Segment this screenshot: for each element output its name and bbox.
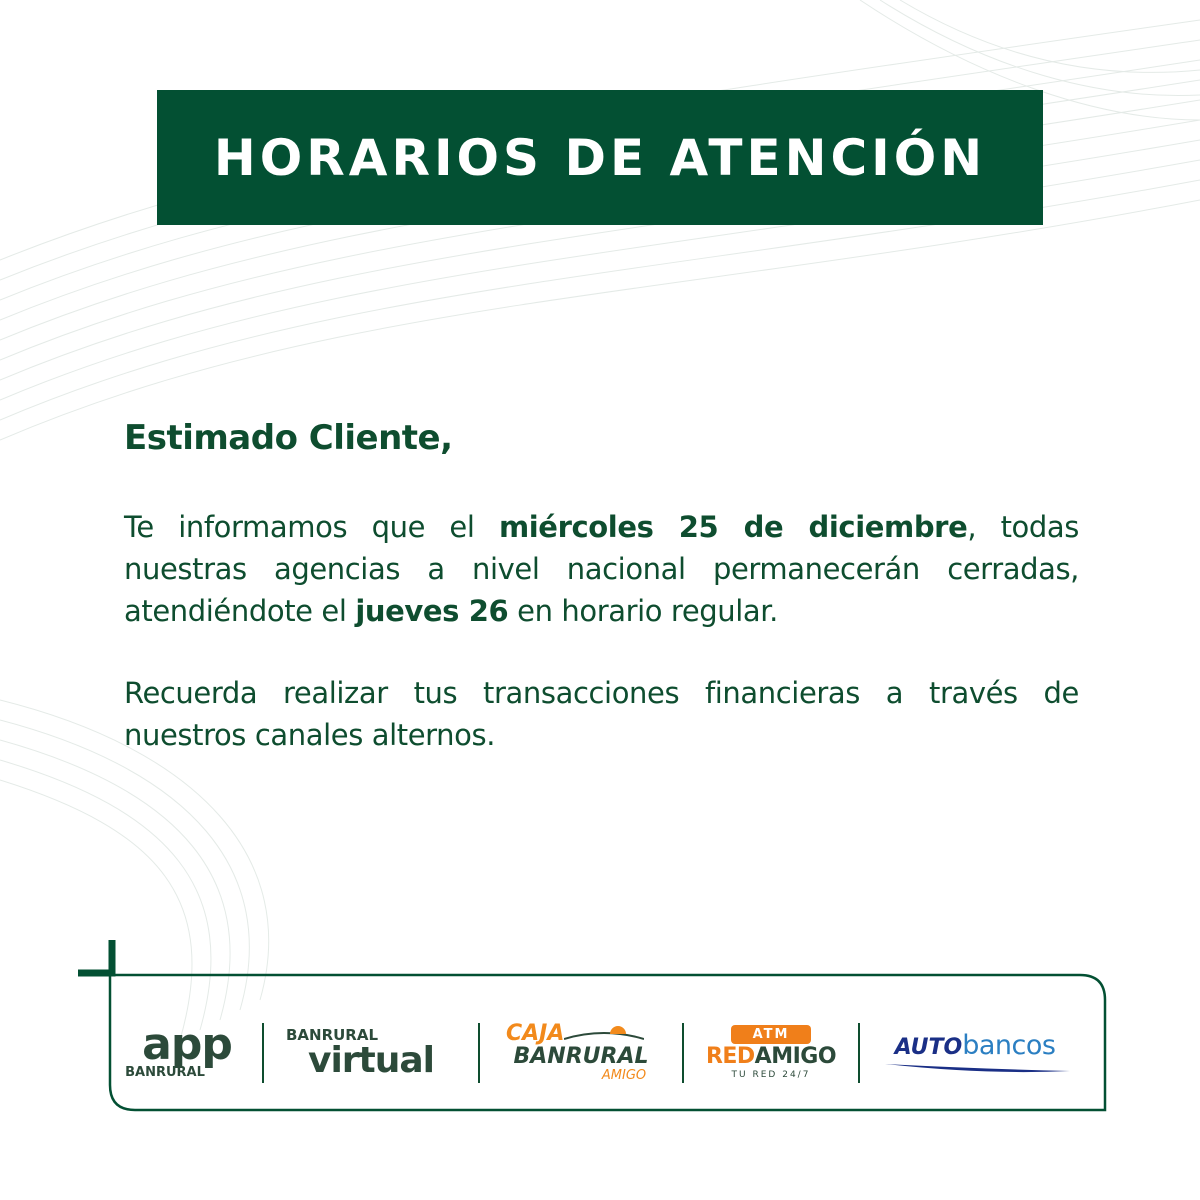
page-title: HORARIOS DE ATENCIÓN (213, 128, 987, 187)
app-logo-sub: BANRURAL (125, 1065, 205, 1080)
caja-banrural-logo (480, 1023, 682, 1082)
channels-logos (112, 1005, 1102, 1100)
autobancos-logo (860, 1030, 1090, 1075)
caja-logo-sub: AMIGO (601, 1068, 647, 1083)
atm-logo-amigo: AMIGO (754, 1044, 837, 1069)
virtual-logo-main: virtual (307, 1039, 435, 1081)
caja-logo-top: CAJA (506, 1021, 565, 1046)
closure-text-2: , todas nuestras agencias a nivel nacional permanecerán cerradas, atendiéndote el (124, 510, 1079, 628)
app-banrural-logo (112, 1019, 262, 1080)
closure-text-3: en horario regular. (508, 594, 778, 628)
closure-text-1: Te informamos que el (124, 510, 499, 544)
banrural-virtual-logo (264, 1027, 478, 1079)
reopen-date: jueves 26 (355, 594, 509, 628)
closure-date: miércoles 25 de diciembre (498, 510, 968, 544)
auto-logo-auto: AUTO (894, 1035, 963, 1060)
sunset-icon (564, 1025, 644, 1043)
app-logo-main: app (142, 1019, 232, 1070)
atm-red-amigo-logo (684, 1025, 858, 1080)
virtual-logo-small: BANRURAL (285, 1025, 379, 1044)
reminder-paragraph: Recuerda realizar tus transacciones financieras a través de nuestros canales alternos. (124, 676, 1079, 752)
atm-logo-main (706, 1044, 836, 1070)
atm-logo-red: RED (705, 1044, 755, 1069)
greeting: Estimado Cliente, (124, 418, 453, 458)
caja-logo-main: BANRURAL (513, 1044, 649, 1069)
auto-logo-bancos: bancos (962, 1030, 1056, 1061)
atm-badge: ATM (731, 1025, 812, 1044)
atm-logo-sub: TU RED 24/7 (731, 1070, 811, 1080)
swoosh-icon (875, 1061, 1075, 1075)
